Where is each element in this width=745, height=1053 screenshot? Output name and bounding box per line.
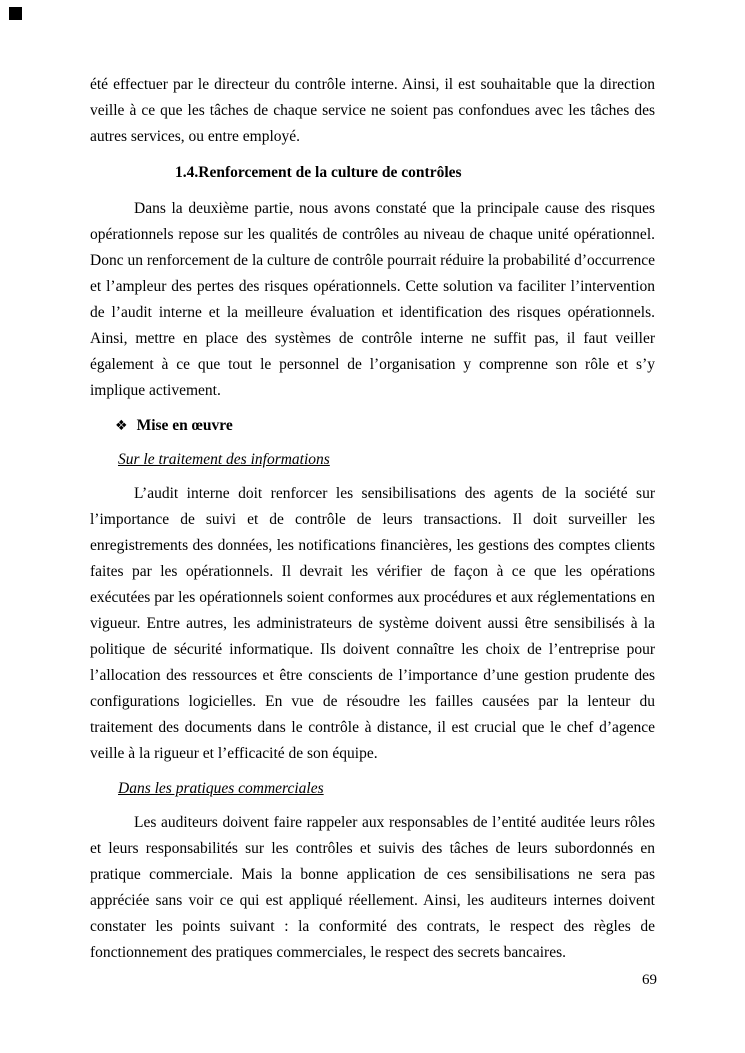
- bullet-label: Mise en œuvre: [136, 417, 233, 434]
- paragraph: Les auditeurs doivent faire rappeler aux responsables de l’entité auditée leurs rôles et leurs responsabilités sur les contrôles et suivis des tâches de leurs subordonnés en pratique commerciale. Mais la bonne application de ces sensibilisations ne sera pas appréciée sans voir ce qui est appliqué réellement. Ainsi, les auditeurs internes doivent constater les points suivant : la conformité des contrats, le respect des règles de fonctionnement des pratiques commerciales, le respect des secrets bancaires.: [90, 814, 655, 961]
- subheading-pratiques-commerciales: Dans les pratiques commerciales: [118, 780, 324, 797]
- page-number: 69: [642, 972, 657, 988]
- bullet-item: [115, 413, 655, 439]
- page-content: [90, 72, 655, 975]
- paragraph-continuation: été effectuer par le directeur du contrôle interne. Ainsi, il est souhaitable que la direction veille à ce que les tâches de chaque service ne soient pas confondues avec les tâches des autres services, ou entre employé.: [90, 76, 655, 145]
- section-heading: 1.4.Renforcement de la culture de contrôles: [175, 164, 462, 181]
- subheading-traitement-informations: Sur le traitement des informations: [118, 451, 330, 468]
- paragraph: Dans la deuxième partie, nous avons constaté que la principale cause des risques opérationnels repose sur les qualités de contrôles au niveau de chaque unité opérationnel. Donc un renforcement de la culture de contrôle pourrait réduire la probabilité d’occurrence et l’ampleur des pertes des risques opérationnels. Cette solution va faciliter l’intervention de l’audit interne et la meilleure évaluation et identification des risques opérationnels. Ainsi, mettre en place des systèmes de contrôle interne ne suffit pas, il faut veiller également à ce que tout le personnel de l’organisation y comprenne son rôle et s’y implique activement.: [90, 200, 655, 399]
- corner-mark: [9, 7, 22, 20]
- paragraph: L’audit interne doit renforcer les sensibilisations des agents de la société sur l’importance de suivi et de contrôle de leurs transactions. Il doit surveiller les enregistrements des données, les notifications financières, les gestions des comptes clients faites par les opérationnels. Il devrait les vérifier de façon à ce que les opérations exécutées par les opérationnels soient conformes aux procédures et aux réglementations en vigueur. Entre autres, les administrateurs de système doivent aussi être sensibilisés à la politique de sécurité informatique. Ils doivent connaître les choix de l’entreprise pour l’allocation des ressources et être conscients de l’importance d’une gestion prudente des configurations logicielles. En vue de résoudre les failles causées par la lenteur du traitement des documents dans le contrôle à distance, il est crucial que le chef d’agence veille à la rigueur et l’efficacité de son équipe.: [90, 485, 655, 762]
- diamond-bullet-icon: ❖: [115, 418, 128, 434]
